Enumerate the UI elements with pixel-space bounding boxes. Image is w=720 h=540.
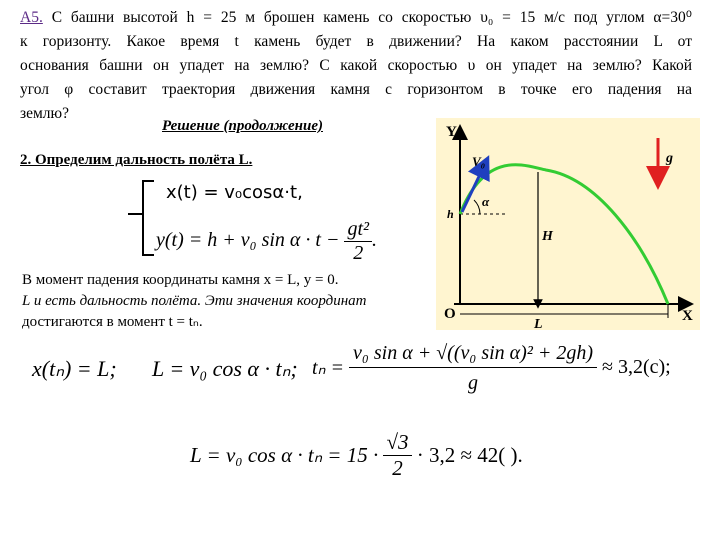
problem-statement (20, 6, 692, 126)
equation-y-fraction: $\frac{\text{gt²}}{2}$ (344, 218, 372, 265)
problem-line-2: к горизонту. Какое время t камень будет в движении? На каком расстоянии L от (20, 33, 692, 50)
formula-tn: tₙ = $\frac{\text{v₀ sin α + √((v₀ sin α)² + 2gh)}}{g}$ ≈ 3,2(c); (312, 342, 671, 394)
angle-arc-icon (474, 200, 480, 214)
g-label: g (666, 151, 673, 166)
formula-tn-fraction: $\frac{\text{v₀ sin α + √((v₀ sin α)² + 2gh)}}{g}$ (349, 340, 597, 395)
equation-y: y(t) = h + v₀ sin α · t − $\frac{\text{gt²}}{2}$ . (156, 218, 378, 264)
explanation-line-1: В момент падения координаты камня x = L, y = 0. (22, 272, 339, 288)
problem-line-1: А5. С башни высотой h = 25 м брошен камень со скоростью υ₀ = 15 м/с под углом α=30⁰ (20, 9, 693, 26)
explanation-line-2: L и есть дальность полёта. Эти значения координат (22, 293, 367, 309)
alpha-label: α (482, 194, 490, 209)
problem-line-3: основания башни он упадет на землю? С какой скоростью υ он упадет на землю? Какой (20, 57, 692, 74)
explanation-line-3: достигаются в момент t = tₙ. (22, 314, 203, 330)
formula-L-fraction: $\frac{√3}{2}$ (383, 430, 411, 481)
formula-x-tn: x(tₙ) = L; (32, 356, 117, 381)
problem-line-5: землю? (20, 105, 70, 122)
trajectory-svg (436, 118, 700, 330)
system-bracket-tick (128, 213, 142, 215)
y-axis-label: Y (446, 124, 457, 140)
system-bracket (142, 180, 154, 256)
trajectory-curve (460, 165, 668, 304)
x-axis-label: X (682, 308, 693, 324)
solution-title: Решение (продолжение) (162, 118, 323, 134)
formula-L-result: L = v₀ cos α · tₙ = 15 · $\frac{√3}{2}$ · 3,2 ≈ 42( ). (190, 430, 523, 480)
trajectory-graph (436, 118, 700, 330)
step-title: 2. Определим дальность полёта L. (20, 152, 253, 168)
L-label: L (534, 317, 543, 330)
explanation-paragraph (22, 270, 422, 333)
v0-label: V₀ (472, 154, 486, 169)
H-label: H (542, 229, 553, 244)
h-label: h (447, 207, 454, 221)
equation-x: x(t) = v₀cosα·t, (166, 182, 303, 203)
formula-L: L = v₀ cos α · tₙ; (152, 356, 298, 381)
origin-label: O (444, 306, 456, 322)
problem-line-4: угол φ составит траектория движения камня с горизонтом в точке его падения на (20, 81, 692, 98)
velocity-vector-icon (462, 166, 484, 212)
problem-tag: А5. (20, 9, 43, 26)
